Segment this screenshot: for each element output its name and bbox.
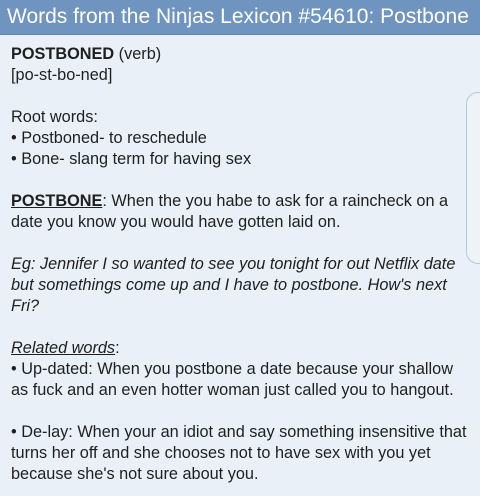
related-item: • Up-dated: When you postbone a date because your shallow as fuck and an even hotter woman just called you to hangout. [11,360,454,399]
definition-term: POSTBONE [11,192,103,210]
headword: POSTBONED [11,45,115,63]
definition-text: When the you habe to ask for a raincheck on a date you know you would have gotten laid on. [11,192,449,231]
root-word-item: • Postboned- to reschedule [11,129,207,147]
pronunciation: [po-st-bo-ned] [11,66,113,84]
root-words-heading: Root words: [11,108,98,126]
related-item: • De-lay: When your an idiot and say something insensitive that turns her off and she chooses not to have sex with you yet because she's not sure about you. [11,423,467,483]
definition-colon: : [102,192,107,210]
definition [11,191,467,233]
related-colon: : [115,339,120,357]
entry-content [11,44,467,485]
scroll-edge [466,92,480,264]
headword-line [11,44,467,65]
app-header [0,0,480,35]
part-of-speech: (verb) [118,45,162,63]
root-word-item: • Bone- slang term for having sex [11,150,252,168]
header-title: Words from the Ninjas Lexicon #54610: Postbone [7,5,469,28]
related-heading-line [11,338,467,359]
example-sentence: Eg: Jennifer I so wanted to see you tonight for out Netflix date but somethings come up and I have to postbone. How's next Fri? [11,255,456,315]
related-heading: Related words [11,339,116,357]
